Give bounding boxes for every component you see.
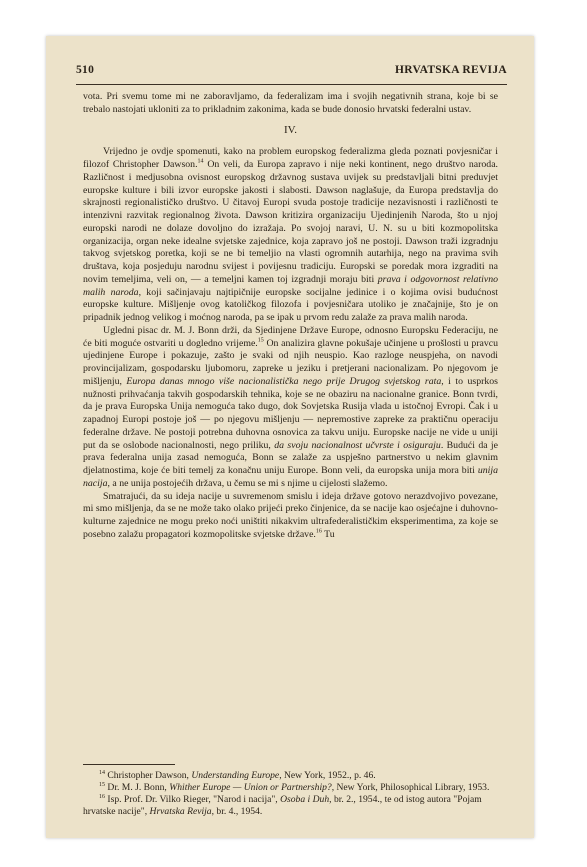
footnote: $^{15}$ Dr. M. J. Bonn, Whither Europe — Union or Partnership?, New York, Philosophical Library, 1953. [99, 781, 490, 793]
paragraph-nation: Smatrajući, da su ideja nacije u suvremenom smislu i ideja države gotovo nerazdvojivo povezane, mi smo mišljenja, da se ne može tako olako prijeći preko činjenice, da se nacije kao osjećajne i duhovno-kulturne zajednice ne mogu preko noći uništiti nikakvim ultrafederalističkim eksperimentima, za koje se posebno zalažu propagatori kozmopolitske svjetske države.$^{16}$ Tu [83, 490, 498, 540]
page-header [76, 64, 507, 80]
footnotes [83, 764, 498, 818]
footnote: $^{16}$ Isp. Prof. Dr. Vilko Rieger, "Narod i nacija", Osoba i Duh, br. 2., 1954., te od istog autora "Pojam hrvatske nacije", Hrvatska Revija, br. 4., 1954. [83, 793, 482, 817]
footnote-ref: 16 [315, 528, 322, 535]
footnote-ref: 15 [257, 337, 264, 344]
scanned-page [46, 36, 534, 838]
intro-paragraph: vota. Pri svemu tome mi ne zaboravljamo, da federalizam ima i svojih negativnih strana, koje bi se trebalo nastojati ukloniti za to prikladnim zakonima, kada se bude donosio hrvatski federalni ustav. [83, 91, 498, 115]
journal-title: HRVATSKA REVIJA [395, 64, 507, 76]
page-number: 510 [76, 64, 95, 76]
paragraph-bonn: Ugledni pisac dr. M. J. Bonn drži, da Sjedinjene Države Europe, odnosno Europsku Federaciju, ne će biti moguće ostvariti u dogledno vrijeme.$^{15}$ On analizira glavne pokušaje učinjene u prošlosti u pravcu ujedinjene Europe i pokazuje, zašto je svaki od njih neuspio. Kao razloge neuspjeha, on navodi provincijalizam, gospodarsku ljubomoru, zapreke u jeziku i pretjerani nacionalizam. Po njegovom je mišljenju, Europa danas mnogo više nacionalistička nego prije Drugog svjetskog rata, i to usprkos nužnosti prihvaćanja takvih gospodarskih tehnika, koje se ne obaziru na nacionalne granice. Bonn tvrdi, da je prava Europska Unija nemoguća tako dugo, dok Sovjetska Rusija vlada u istočnoj Evropi. Čak i u zapadnoj Europi postoje još — po njegovu mišljenju — nepremostive zapreke za praktičnu operaciju federalne države. Ne postoji potrebna duhovna osnovica za takvu uniju. Europske nacije ne vide u uniji put da se oslobode nacionalnosti, nego priliku, da svoju nacionalnost učvrste i osiguraju. Budući da je prava federalna unija zasad nemoguća, Bonn se zalaže za uspješno partnerstvo u nekim glavnim djelatnostima, koje će biti temelj za konačnu uniju Europe. Bonn veli, da europska unija mora biti unija nacija, a ne unija postojećih država, u čemu se mi s njime u cijelosti slažemo. [83, 324, 499, 489]
header-rule [76, 84, 507, 85]
footnote-ref: 14 [197, 158, 204, 165]
body-text [83, 91, 498, 542]
section-heading: IV. [284, 123, 297, 136]
footnote-rule [83, 764, 175, 765]
paragraph-dawson: Vrijedno je ovdje spomenuti, kako na problem europskog federalizma gleda poznati povjesničar i filozof Christopher Dawson.$^{14}$ On veli, da Europa zapravo i nije neki kontinent, nego društvo naroda. Različnost i medjusobna ovisnost europskog državnog sustava uvijek su predstavljali bitni preduvjet europske kulture i bili izvor europske jakosti i slabosti. Dawson naglašuje, da Europa predstavlja do skrajnosti regionalističko društvo. U čitavoj Europi svuda postoje tradicije nezavisnosti i različnosti te intenzivni razvitak regionalnog života. Dawson kritizira organizaciju Ujedinjenih Naroda, što u njoj europski narodi ne dolaze dovoljno do izražaja. Po svojoj naravi, U. N. su u biti kozmopolitska organizacija, organ neke idealne svjetske zajednice, koja zapravo još ne postoji. Dawson traži izgradnju takvog svjetskog poretka, koji se ne bi temeljio na vlasti ogromnih autarhija, nego na pravima svih društava, koja posjeduju narodnu svijest i povijesnu tradiciju. Europski se poredak mora izgraditi na novim temeljima, veli on, — a temeljni kamen toj izgradnji moraju biti prava i odgovornost relativno malih naroda, koji sačinjavaju najtipičnije europske socijalne jedinice i o kojima ovisi budućnost europske kulture. Mišljenje ovog katoličkog filozofa i povjesničara utoliko je značajnije, što je on pripadnik jednog velikog i moćnog naroda, pa se ipak u prvom redu zalaže za prava malih naroda. [83, 146, 499, 323]
footnote: $^{14}$ Christopher Dawson, Understanding Europe, New York, 1952., p. 46. [99, 769, 376, 781]
